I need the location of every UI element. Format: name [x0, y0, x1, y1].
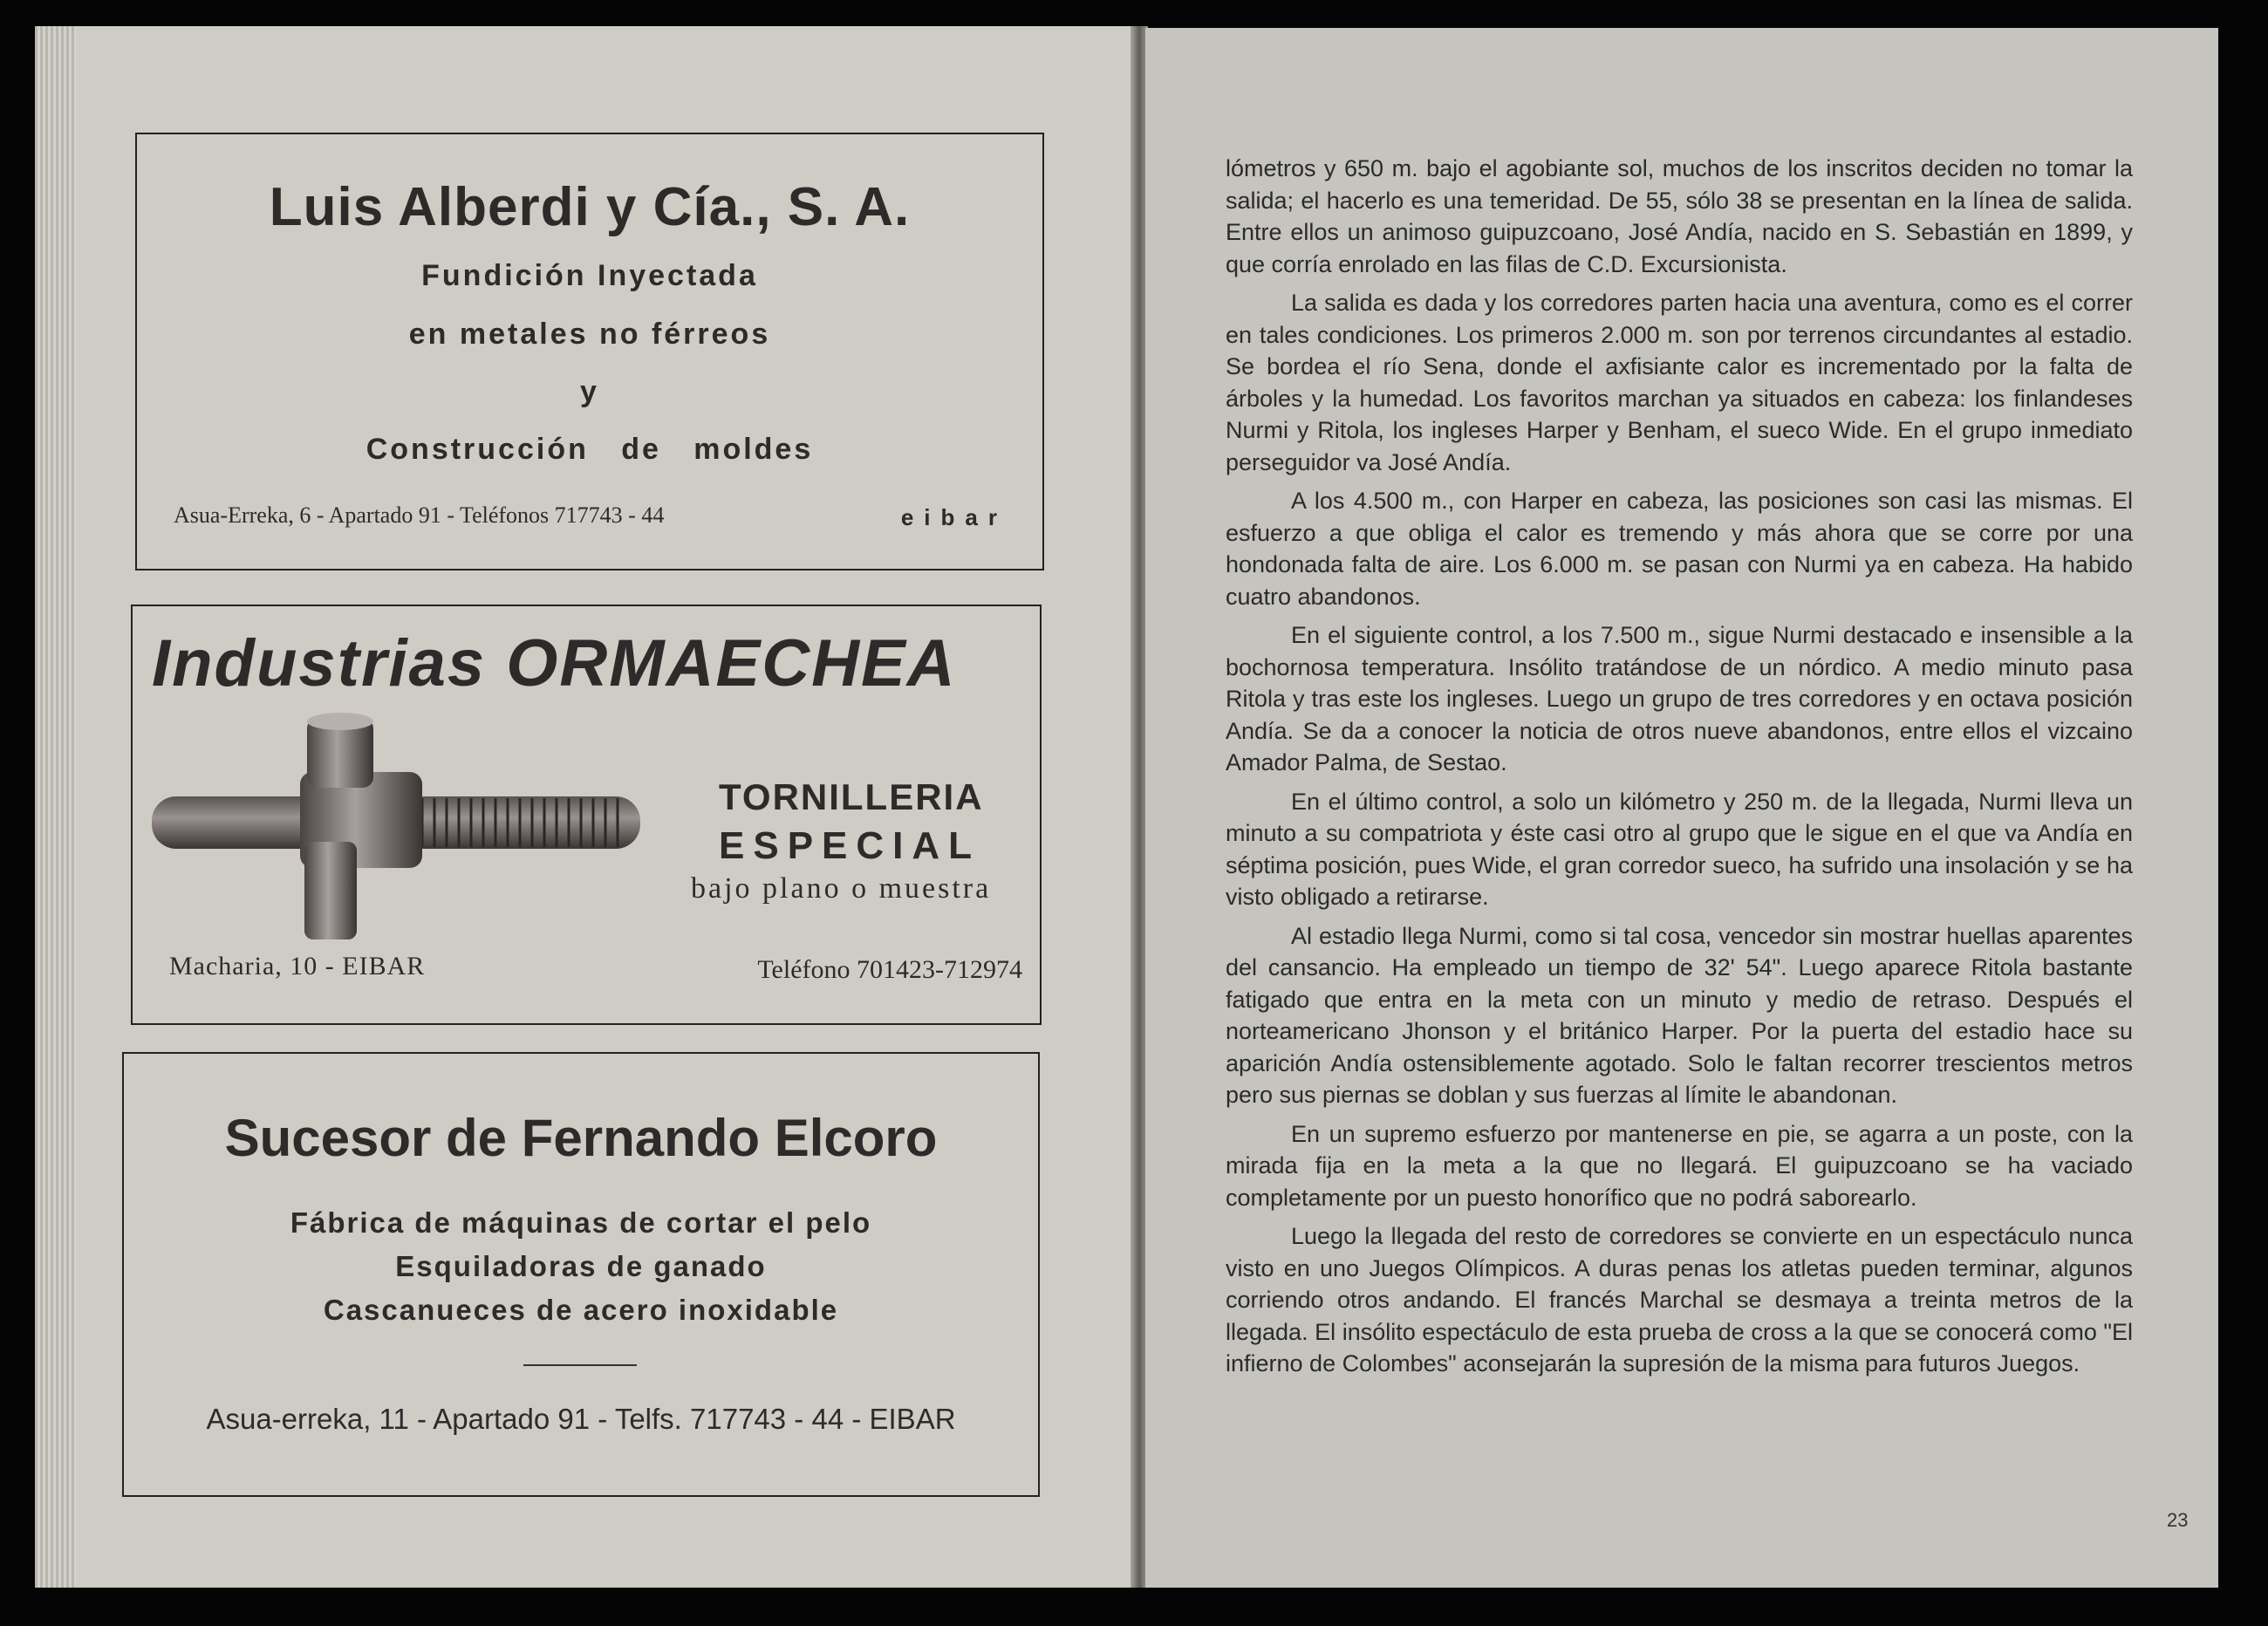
ad-title: Sucesor de Fernando Elcoro [224, 1109, 938, 1167]
paragraph: En el siguiente control, a los 7.500 m., sigue Nurmi destacado e insensible a la bochornosa temperatura. Insólito tratándose de un nórdico. A medio minuto pasa Ritola y tras este los ingleses. Luego un grupo de tres corredores y en octava posición Andía. Se da a conocer la noticia de otros nueve abandonos, entre ellos el vizcaino Amador Palma, de Sestao. [1226, 622, 2133, 775]
ad-luis-alberdi [135, 133, 1044, 570]
page-number: 23 [2167, 1509, 2189, 1531]
ad-line: Fábrica de máquinas de cortar el pelo [290, 1206, 872, 1239]
ad-line: bajo plano o muestra [691, 872, 992, 905]
paragraph: A los 4.500 m., con Harper en cabeza, las posiciones son casi las mismas. El esfuerzo a que obliga el calor es tremendo y más ahora que se corre por una hondonada falta de aire. Los 6.000 m. se pasan con Nurmi ya en cabeza. Ha habido cuatro abandonos. [1226, 488, 2133, 610]
paragraph: La salida es dada y los corredores parten hacia una aventura, como es el correr en tales condiciones. Los primeros 2.000 m. son por terrenos circundantes al estadio. Se bordea el río Sena, donde el axfisiante calor es incrementado por la falta de árboles y la humedad. Los favoritos marchan ya situados en cabeza: los finlandeses Nurmi y Ritola, los ingleses Harper y Benham, el sueco Wide. En el grupo inmediato perseguidor va José Andía. [1226, 290, 2133, 475]
ad-line: y [580, 375, 599, 408]
ad-title: Luis Alberdi y Cía., S. A. [269, 177, 911, 237]
ad-ormaechea [131, 605, 1042, 1025]
article-body [1226, 153, 2133, 1387]
paragraph: lómetros y 650 m. bajo el agobiante sol, muchos de los inscritos deciden no tomar la salida; el hacerlo es una temeridad. De 55, sólo 38 se presentan en la línea de salida. Entre ellos un animoso guipuzcoano, José Andía, nacido en S. Sebastián en 1899, y que corría enrolado en las filas de C.D. Excursionista. [1226, 155, 2133, 277]
divider [523, 1364, 637, 1366]
ad-line: ESPECIAL [719, 824, 981, 867]
ad-phone: Teléfono 701423-712974 [757, 955, 1022, 984]
bolt-illustration [143, 711, 649, 946]
ad-address: Asua-Erreka, 6 - Apartado 91 - Teléfonos 717743 - 44 [174, 502, 665, 528]
ad-line: en metales no férreos [408, 318, 771, 351]
ad-address: Macharia, 10 - EIBAR [169, 952, 426, 980]
ad-line: TORNILLERIA [719, 776, 984, 817]
ad-address: Asua-erreka, 11 - Apartado 91 - Telfs. 717743 - 44 - EIBAR [206, 1403, 956, 1435]
ad-title: Industrias ORMAECHEA [152, 626, 957, 700]
ad-line: Construcción de moldes [365, 433, 814, 466]
paragraph: En el último control, a solo un kilómetro y 250 m. de la llegada, Nurmi lleva un minuto a su compatriota y éste casi otro al grupo que le sigue en el que va Andía en séptima posición, pues Wide, el gran corredor sueco, ha sufrido una insolación y se ha visto obligado a retirarse. [1226, 788, 2133, 910]
ad-fernando-elcoro [122, 1052, 1040, 1497]
paragraph: Al estadio llega Nurmi, como si tal cosa, vencedor sin mostrar huellas aparentes del cansancio. Ha empleado un tiempo de 32' 54". Luego aparece Ritola bastante fatigado que entra en la meta con un minuto y medio de retraso. Después el norteamericano Jhonson y el británico Harper. Por la puerta del estadio hace su aparición Andía ostensiblemente agotado. Solo le faltan recorrer trescientos metros pero sus piernas se doblan y sus fuerzas al límite le abandonan. [1226, 922, 2133, 1108]
ad-line: Fundición Inyectada [421, 259, 758, 292]
ad-city: eibar [900, 504, 1008, 530]
ad-line: Cascanueces de acero inoxidable [323, 1294, 839, 1326]
paragraph: En un supremo esfuerzo por mantenerse en pie, se agarra a un poste, con la mirada fija en la meta a la que no llegará. El guipuzcoano se ha vaciado completamente por un puesto honorífico que no podrá saborearlo. [1226, 1120, 2133, 1211]
paragraph: Luego la llegada del resto de corredores se convierte en un espectáculo nunca visto en uno Juegos Olímpicos. A duras penas los atletas pueden terminar, algunos corriendo otros andando. El francés Marchal se desmaya a treinta metros de la llegada. El insólito espectáculo de esta prueba de cross a la que se conocerá como "El infierno de Colombes" aconsejarán la supresión de la misma para futuros Juegos. [1226, 1223, 2133, 1377]
ad-line: Esquiladoras de ganado [395, 1250, 767, 1282]
